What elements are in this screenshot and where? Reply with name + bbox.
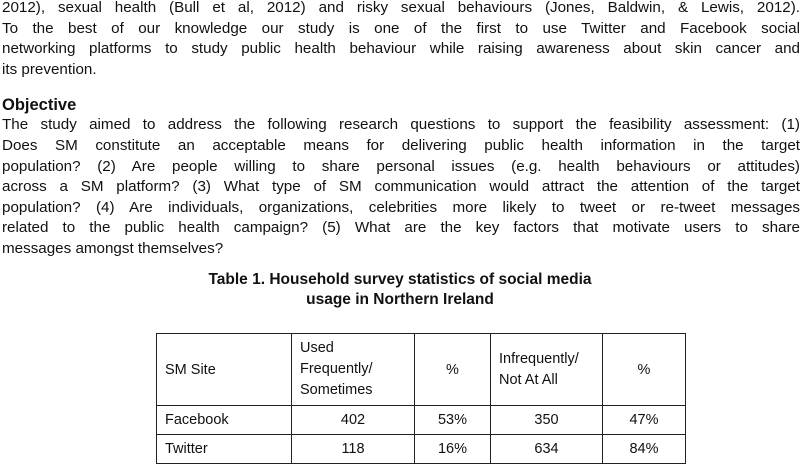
- table-row: [157, 435, 686, 464]
- cell-infrequent-count: 634: [491, 435, 603, 464]
- table-caption: [0, 270, 800, 310]
- header-used-frequently: [292, 334, 415, 406]
- objective-heading: Objective: [2, 96, 77, 115]
- cell-frequent-count: 118: [292, 435, 415, 464]
- objective-line: The study aimed to address the following research questions to support the feasibility assessment: (1): [2, 116, 800, 134]
- header-infrequently: [491, 334, 603, 406]
- intro-paragraph: [0, 0, 800, 80]
- objective-line: across a SM platform? (3) What type of SM communication would attract the attention of the target: [2, 178, 800, 196]
- header-line: Frequently/: [300, 361, 373, 377]
- cell-frequent-percent: 53%: [415, 406, 491, 435]
- cell-infrequent-percent: 84%: [603, 435, 686, 464]
- objective-paragraph: [0, 115, 800, 259]
- cell-frequent-percent: 16%: [415, 435, 491, 464]
- header-percent-frequent: %: [415, 334, 491, 406]
- header-line: Used: [300, 340, 334, 356]
- intro-line: its prevention.: [2, 60, 97, 78]
- objective-line: related to the public health campaign? (5) What are the key factors that motivate users to share: [2, 219, 800, 237]
- cell-infrequent-count: 350: [491, 406, 603, 435]
- objective-line: population? (2) Are people willing to share personal issues (e.g. health behaviours or attitudes): [2, 157, 800, 175]
- objective-line: Does SM constitute an acceptable means for delivering public health information in the target: [2, 136, 800, 154]
- table-row: [157, 406, 686, 435]
- cell-frequent-count: 402: [292, 406, 415, 435]
- social-media-usage-table: [156, 333, 686, 464]
- objective-line: population? (4) Are individuals, organizations, celebrities more likely to tweet or re-tweet messages: [2, 198, 800, 216]
- header-percent-infrequent: %: [603, 334, 686, 406]
- intro-line: 2012), sexual health (Bull et al, 2012) and risky sexual behaviours (Jones, Baldwin, & Lewis, 2012).: [2, 0, 800, 16]
- cell-site: Facebook: [157, 406, 292, 435]
- header-line: Infrequently/: [499, 350, 579, 367]
- table-caption-line: usage in Northern Ireland: [306, 290, 494, 308]
- table-caption-line: Table 1. Household survey statistics of social media: [208, 270, 592, 288]
- objective-line: messages amongst themselves?: [2, 239, 224, 257]
- cell-site: Twitter: [157, 435, 292, 464]
- header-line: Sometimes: [300, 382, 373, 398]
- intro-line: To the best of our knowledge our study is one of the first to use Twitter and Facebook social: [2, 19, 800, 37]
- cell-infrequent-percent: 47%: [603, 406, 686, 435]
- table-header-row: [157, 334, 686, 406]
- header-sm-site: SM Site: [157, 334, 292, 406]
- intro-line: networking platforms to study public health behaviour while raising awareness about skin cancer and: [2, 40, 800, 58]
- header-line: Not At All: [499, 371, 558, 388]
